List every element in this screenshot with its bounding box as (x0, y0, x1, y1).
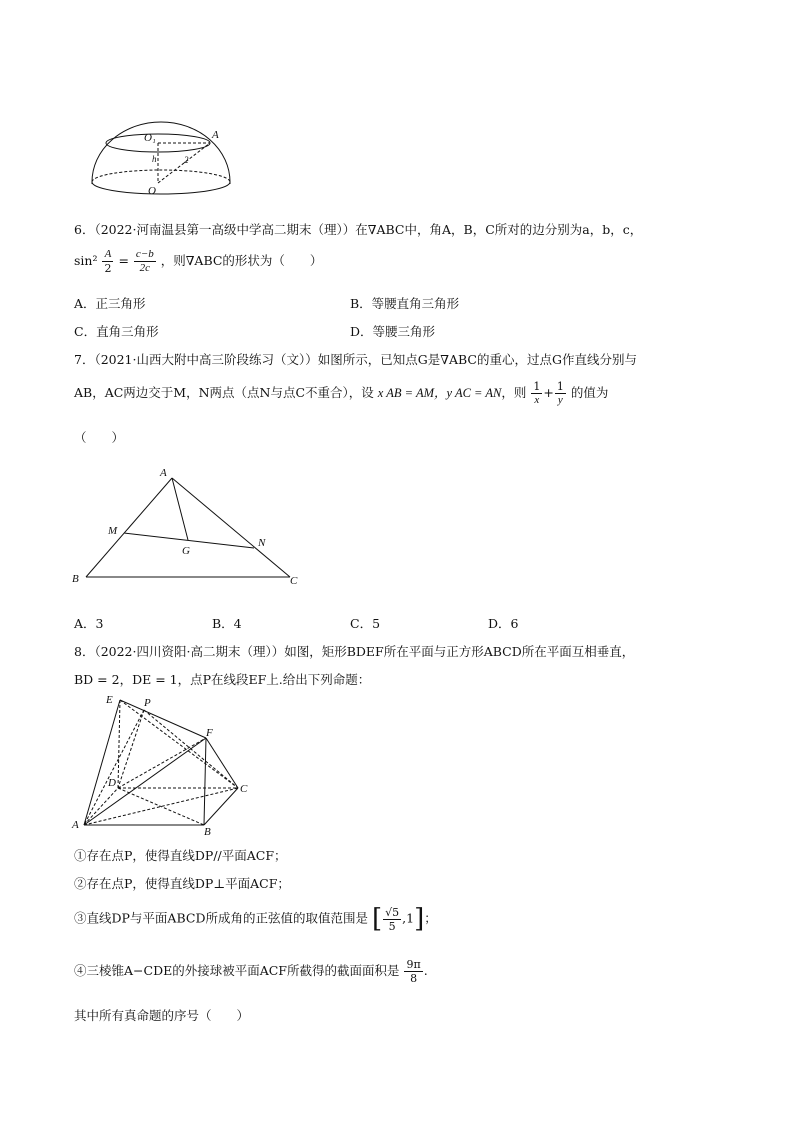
q7-stem-line3: （ ） (74, 430, 125, 445)
q6-option-a[interactable]: A．正三角形 (74, 296, 146, 311)
q8-prop-4: ④三棱锥A−CDE的外接球被平面ACF所截得的截面面积是 $\frac{9\pi}{8}$ . (74, 958, 428, 985)
solid-label-b: B (204, 826, 211, 838)
q8-prop-1: ①存在点P，使得直线DP//平面ACF； (74, 848, 287, 863)
q8-stem-line2: BD = 2，DE = 1，点P在线段EF上.给出下列命题： (74, 672, 371, 687)
label-2: 2 (184, 155, 189, 165)
tri-label-g: G (182, 545, 190, 557)
q7-stem-line1: 7．（2021·山西大附中高三阶段练习（文））如图所示，已知点G是∇ABC的重心，过点G作直线分别与 (74, 352, 637, 367)
solid-label-p: P (144, 697, 151, 709)
q6-option-d[interactable]: D．等腰三角形 (350, 324, 436, 339)
q6-option-b[interactable]: B．等腰直角三角形 (350, 296, 460, 311)
q7-option-c[interactable]: C．5 (350, 616, 381, 631)
tri-label-a: A (160, 467, 167, 479)
q8-question: 其中所有真命题的序号（ ） (74, 1008, 250, 1023)
tri-label-c: C (290, 575, 298, 587)
tri-label-b: B (72, 573, 79, 585)
q6-stem-line2: sin² $\frac{A}{2}$ = $\frac{c-b}{2c}$ ，则∇ABC的形状为（ ） (74, 248, 323, 275)
q7-option-d[interactable]: D．6 (488, 616, 519, 631)
label-o: O (148, 185, 156, 197)
label-o1: O₁ (144, 132, 156, 144)
tri-label-n: N (258, 537, 266, 549)
label-a: A (212, 129, 219, 141)
q8-prop-3: ③直线DP与平面ABCD所成角的正弦值的取值范围是 [ $\frac{√5}{5}$ ,1]； (74, 904, 437, 934)
q6-formula: sin² $\frac{A}{2}$ = $\frac{c-b}{2c}$ (74, 248, 154, 275)
q7-stem-line2: AB，AC两边交于M，N两点（点N与点C不重合），设 x AB = AM，y AC = AN，则 $\frac{1}{x}$ + $\frac{1}{y}$ 的值为 (74, 380, 609, 406)
q8-prop-2: ②存在点P，使得直线DP⊥平面ACF； (74, 876, 290, 891)
q6-option-c[interactable]: C．直角三角形 (74, 324, 159, 339)
tri-label-m: M (108, 525, 118, 537)
solid-label-d: D (108, 777, 116, 789)
solid-label-f: F (206, 727, 213, 739)
solid-label-e: E (106, 694, 113, 706)
q7-option-a[interactable]: A．3 (74, 616, 104, 631)
solid-label-c: C (240, 783, 248, 795)
q6-stem-line1: 6．（2022·河南温县第一高级中学高二期末（理））在∇ABC中，角A，B，C所对的边分别为a，b，c， (74, 222, 643, 237)
label-h: h (152, 154, 157, 164)
solid-label-a: A (72, 819, 79, 831)
triangle-figure (68, 462, 308, 590)
hemisphere-figure (86, 110, 236, 202)
q7-option-b[interactable]: B．4 (212, 616, 242, 631)
solid-figure (70, 690, 260, 838)
q8-stem-line1: 8．（2022·四川资阳·高二期末（理））如图，矩形BDEF所在平面与正方形ABCD所在平面互相垂直， (74, 644, 635, 659)
